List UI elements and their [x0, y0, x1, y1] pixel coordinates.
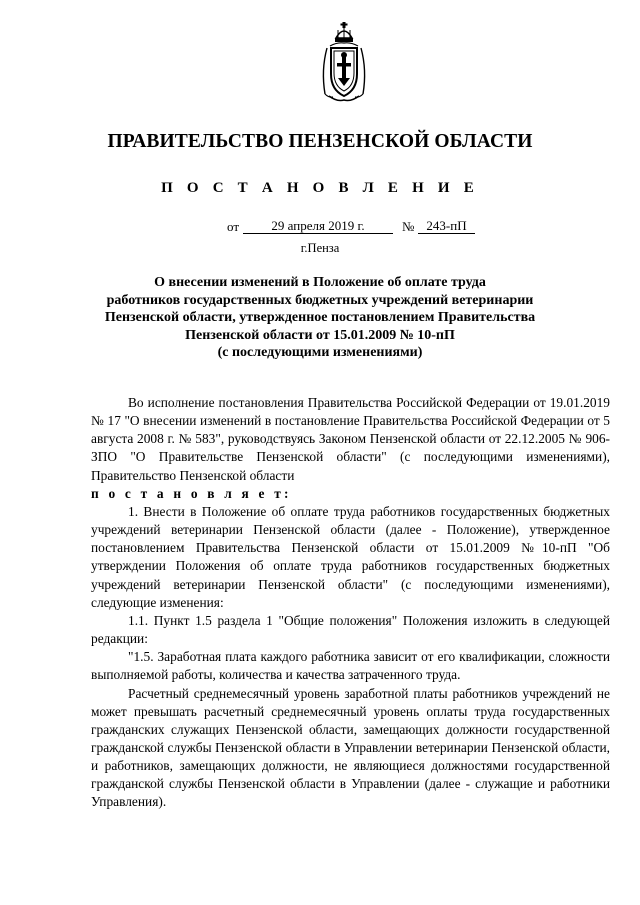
- decree-word: п о с т а н о в л я е т:: [91, 485, 292, 501]
- calculation-paragraph: Расчетный среднемесячный уровень заработной платы работников учреждений не может превышать расчетный среднемесячный уровень оплаты труда государственных гражданских служащих Пензенской области, замещающих должности государственной гражданской службы Пензенской области в Управлении ветеринарии Пензенской области, и работников, замещающих должности, не являющиеся должностями государственной гражданской службы Пензенской области в Управлении (далее - служащие и работники Управления).: [91, 685, 610, 810]
- intro-paragraph: Во исполнение постановления Правительства Российской Федерации от 19.01.2019 № 17 "О внесении изменений в постановление Правительства Российской Федерации от 5 августа 2008 г. № 583", руководствуясь Законом Пензенской области от 22.12.2005 № 906-ЗПО "О Правительстве Пензенской области" (с последующими изменениями), Правительство Пензенской области: [91, 395, 610, 483]
- date-prefix: от: [227, 219, 240, 234]
- document-heading: [0, 274, 640, 362]
- document-body: [91, 394, 610, 812]
- heading-line: Пензенской области, утвержденное постановлением Правительства: [104, 310, 536, 325]
- heading-line: работников государственных бюджетных учреждений ветеринарии: [106, 292, 534, 308]
- item-1-paragraph: 1. Внести в Положение об оплате труда работников государственных бюджетных учреждений ветеринарии Пензенской области (далее - Положение), утвержденное постановлением Правительства Пензенской области от 15.01.2009 №10-пП "Об утверждении Положения об оплате труда работников государственных бюджетных учреждений ветеринарии Пензенской области" (с последующими изменениями), следующие изменения:: [91, 503, 610, 610]
- decree-word-paragraph: [91, 485, 610, 503]
- document-type: П О С Т А Н О В Л Е Н И Е: [161, 180, 479, 196]
- government-title: ПРАВИТЕЛЬСТВО ПЕНЗЕНСКОЙ ОБЛАСТИ: [107, 131, 533, 152]
- document-city: г.Пенза: [300, 241, 340, 255]
- coat-of-arms-icon: [315, 20, 373, 104]
- heading-line: Пензенской области от 15.01.2009 № 10-пП: [185, 327, 455, 343]
- item-1-1-paragraph: 1.1. Пункт 1.5 раздела 1 "Общие положения" Положения изложить в следующей редакции:: [91, 612, 610, 647]
- number-sign: №: [402, 219, 415, 234]
- heading-line: (с последующими изменениями): [217, 345, 423, 360]
- quote-1-5-paragraph: "1.5. Заработная плата каждого работника зависит от его квалификации, сложности выполняемой работы, количества и качества затраченного труда.: [91, 649, 610, 683]
- document-number: 243-пП: [418, 219, 475, 234]
- document-date: 29 апреля 2019 г.: [243, 219, 393, 234]
- heading-line: О внесении изменений в Положение об оплате труда: [154, 275, 486, 290]
